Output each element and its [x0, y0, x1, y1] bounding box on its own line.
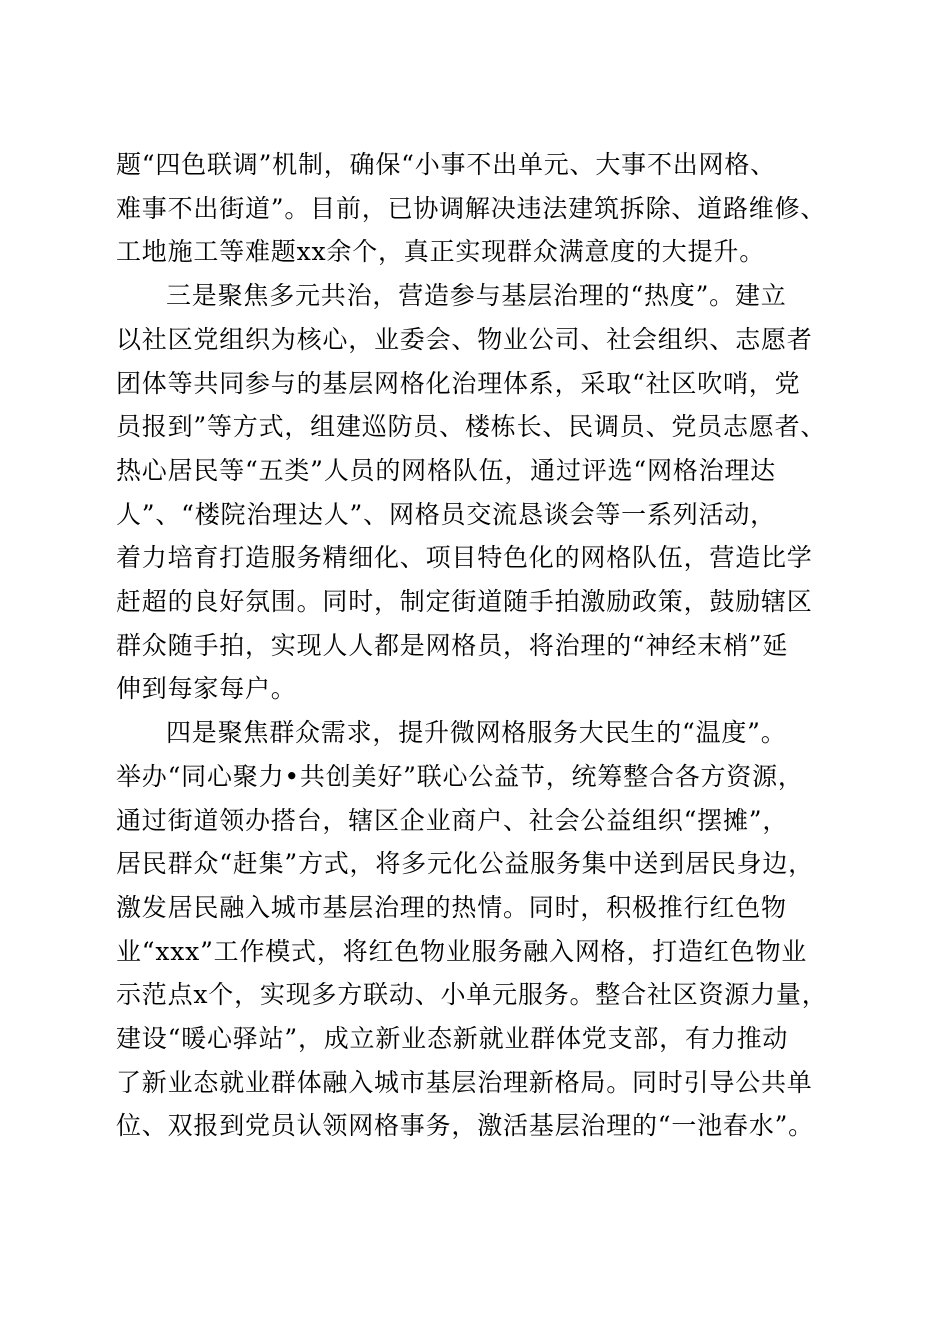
paragraph-1 — [116, 143, 836, 274]
text-line: 题“四色联调”机制，确保“小事不出单元、大事不出网格、 — [116, 150, 776, 179]
text-line: 伸到每家每户。 — [116, 674, 297, 704]
paragraph-2 — [116, 274, 836, 711]
text-line: 业“xxx”工作模式，将红色物业服务融入网格，打造红色物业 — [116, 936, 808, 966]
text-line: 着力培育打造服务精细化、项目特色化的网格队伍，营造比学 — [116, 543, 813, 573]
text-line: 四是聚焦群众需求，提升微网格服务大民生的“温度”。 — [166, 718, 787, 748]
text-line: 以社区党组织为核心，业委会、物业公司、社会组织、志愿者 — [116, 324, 813, 354]
text-line: 建设“暖心驿站”，成立新业态新就业群体党支部，有力推动 — [116, 1024, 789, 1054]
text-line: 群众随手拍，实现人人都是网格员，将治理的“神经末梢”延 — [116, 630, 789, 660]
text-line: 举办“同心聚力•共创美好”联心公益节，统筹整合各方资源， — [116, 761, 804, 791]
text-line: 位、双报到党员认领网格事务，激活基层治理的“一池春水”。 — [116, 1111, 814, 1141]
text-line: 了新业态就业群体融入城市基层治理新格局。同时引导公共单 — [116, 1067, 813, 1097]
text-line: 团体等共同参与的基层网格化治理体系，采取“社区吹哨，党 — [116, 368, 801, 398]
document-body — [116, 143, 836, 1148]
text-line: 员报到”等方式，组建巡防员、楼栋长、民调员、党员志愿者、 — [116, 412, 827, 442]
text-line: 三是聚焦多元共治，营造参与基层治理的“热度”。建立 — [166, 281, 787, 311]
text-line: 难事不出街道”。目前，已协调解决违法建筑拆除、道路维修、 — [116, 193, 827, 223]
text-line: 激发居民融入城市基层治理的热情。同时，积极推行红色物 — [116, 892, 787, 922]
paragraph-3 — [116, 711, 836, 1148]
text-line: 示范点x个，实现多方联动、小单元服务。整合社区资源力量， — [116, 980, 828, 1010]
text-line: 工地施工等难题xx余个，真正实现群众满意度的大提升。 — [116, 237, 766, 267]
text-line: 居民群众“赶集”方式，将多元化公益服务集中送到居民身边， — [116, 849, 814, 879]
text-line: 赶超的良好氛围。同时，制定街道随手拍激励政策，鼓励辖区 — [116, 587, 813, 617]
text-line: 热心居民等“五类”人员的网格队伍，通过评选“网格治理达 — [116, 455, 776, 485]
text-line: 通过街道领办搭台，辖区企业商户、社会公益组织“摆摊”， — [116, 805, 789, 835]
text-line: 人”、“楼院治理达人”、网格员交流恳谈会等一系列活动， — [116, 499, 776, 529]
